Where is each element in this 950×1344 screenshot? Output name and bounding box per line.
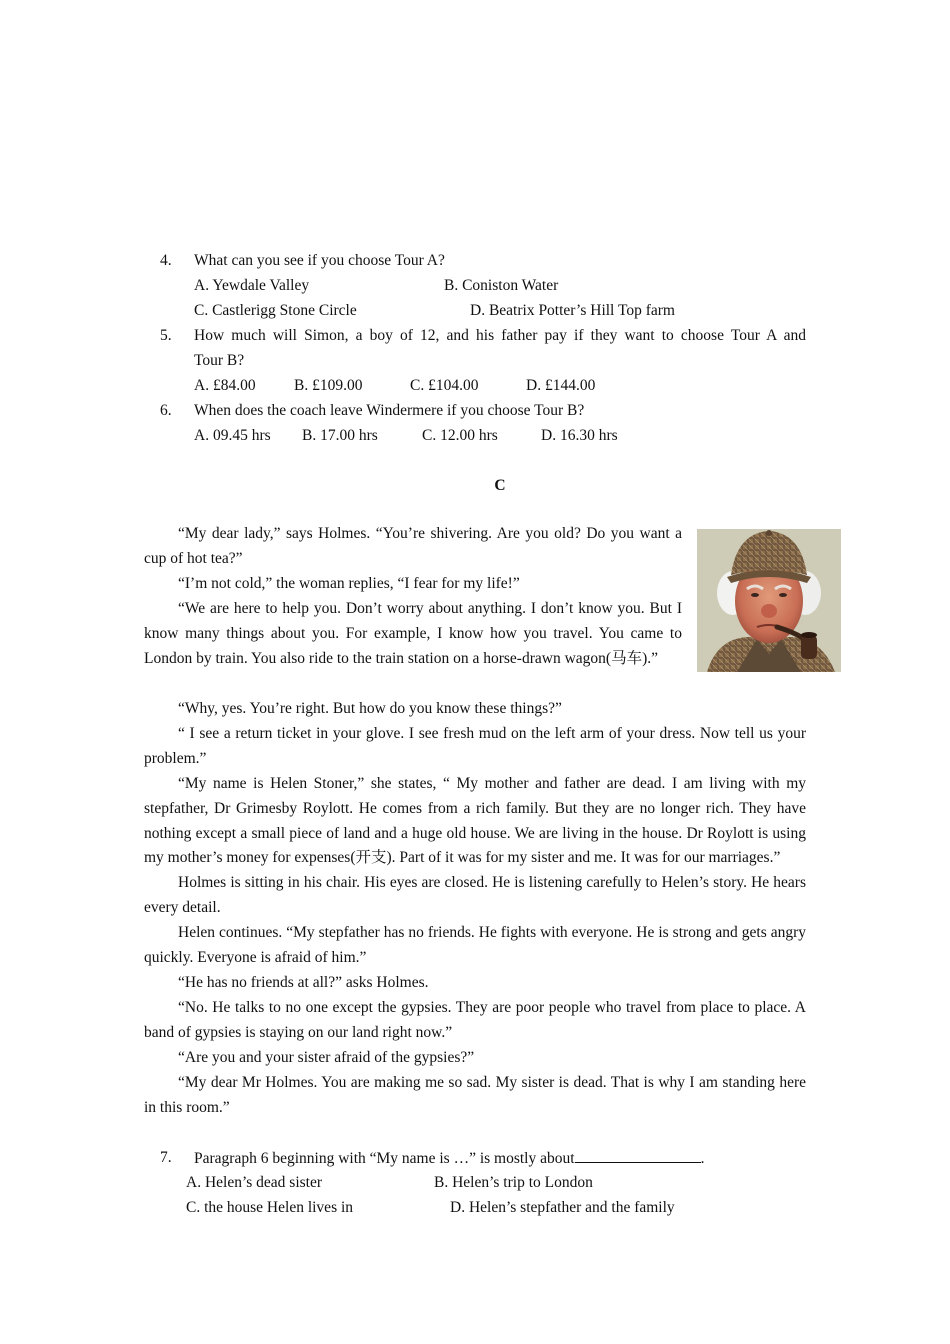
answer-blank[interactable] (575, 1148, 701, 1163)
q4-question: What can you see if you choose Tour A? (194, 252, 445, 269)
q4-number: 4. (160, 252, 172, 269)
story-paragraph-10: “No. He talks to no one except the gypsies. They are poor people who travel from place to place. A band of gypsies is staying on our land right now.” (144, 998, 806, 1041)
q5-option-d: D. £144.00 (526, 377, 596, 394)
story-paragraph-3: “We are here to help you. Don’t worry about anything. I don’t know you. But I know many things about you. For example, I know how you travel. You came to London by train. You also ride to the train station on a horse-drawn wagon(马车).” (144, 599, 682, 667)
story-paragraph-12: “My dear Mr Holmes. You are making me so sad. My sister is dead. That is why I am standing here in this room.” (144, 1073, 806, 1116)
q5-option-b: B. £109.00 (294, 377, 363, 394)
q4-option-d: D. Beatrix Potter’s Hill Top farm (470, 302, 675, 319)
q5-question-line1: How much will Simon, a boy of 12, and his father pay if they want to choose Tour A and (194, 327, 806, 344)
q7-number: 7. (160, 1149, 172, 1166)
story-paragraph-6: “My name is Helen Stoner,” she states, “ My mother and father are dead. I am living with my stepfather, Dr Grimesby Roylott. He comes from a rich family. But they are no longer rich. They have nothing except a small piece of land and a huge old house. We are living in the house. Dr Roylott is using my mother’s money for expenses(开支). Part of it was for my sister and me. It was for our marriages.” (144, 774, 806, 867)
q7-question-text: Paragraph 6 beginning with “My name is …” is mostly about (194, 1150, 575, 1167)
q7-option-c: C. the house Helen lives in (186, 1199, 354, 1216)
detective-portrait-icon (697, 529, 841, 672)
q5-question-line2: Tour B? (194, 352, 245, 369)
story-main-block (144, 697, 806, 1120)
story-paragraph-8: Helen continues. “My stepfather has no friends. He fights with everyone. He is strong and gets angry quickly. Everyone is afraid of him.” (144, 924, 806, 967)
section-heading: C (494, 477, 506, 494)
q6-number: 6. (160, 402, 172, 419)
holmes-portrait-image (697, 529, 841, 672)
q4-option-c: C. Castlerigg Stone Circle (194, 302, 357, 319)
story-paragraph-4: “Why, yes. You’re right. But how do you know these things?” (178, 700, 562, 717)
q7-option-b: B. Helen’s trip to London (434, 1174, 593, 1191)
q6-option-c: C. 12.00 hrs (422, 427, 498, 444)
story-paragraph-2: “I’m not cold,” the woman replies, “I fear for my life!” (178, 574, 520, 592)
q5-number: 5. (160, 327, 172, 344)
story-paragraph-1: “My dear lady,” says Holmes. “You’re shivering. Are you old? Do you want a cup of hot tea?” (144, 525, 682, 567)
q4-option-a: A. Yewdale Valley (194, 277, 310, 294)
q7-option-d: D. Helen’s stepfather and the family (450, 1199, 675, 1216)
story-top-block (144, 522, 682, 671)
story-paragraph-9: “He has no friends at all?” asks Holmes. (178, 973, 429, 991)
story-paragraph-7: Holmes is sitting in his chair. His eyes are closed. He is listening carefully to Helen’s story. He hears every detail. (144, 874, 806, 917)
q6-option-a: A. 09.45 hrs (194, 427, 271, 444)
q6-option-b: B. 17.00 hrs (302, 427, 378, 444)
q7-question (194, 1148, 704, 1169)
q5-option-a: A. £84.00 (194, 377, 256, 394)
q7-question-end: . (700, 1150, 705, 1167)
q5-option-c: C. £104.00 (410, 377, 479, 394)
story-paragraph-11: “Are you and your sister afraid of the gypsies?” (178, 1048, 475, 1066)
q7-option-a: A. Helen’s dead sister (186, 1174, 323, 1191)
q6-question: When does the coach leave Windermere if you choose Tour B? (194, 402, 585, 419)
q6-option-d: D. 16.30 hrs (541, 427, 618, 444)
q4-option-b: B. Coniston Water (444, 277, 559, 294)
story-paragraph-5: “ I see a return ticket in your glove. I see fresh mud on the left arm of your dress. Now tell us your problem.” (144, 724, 806, 767)
